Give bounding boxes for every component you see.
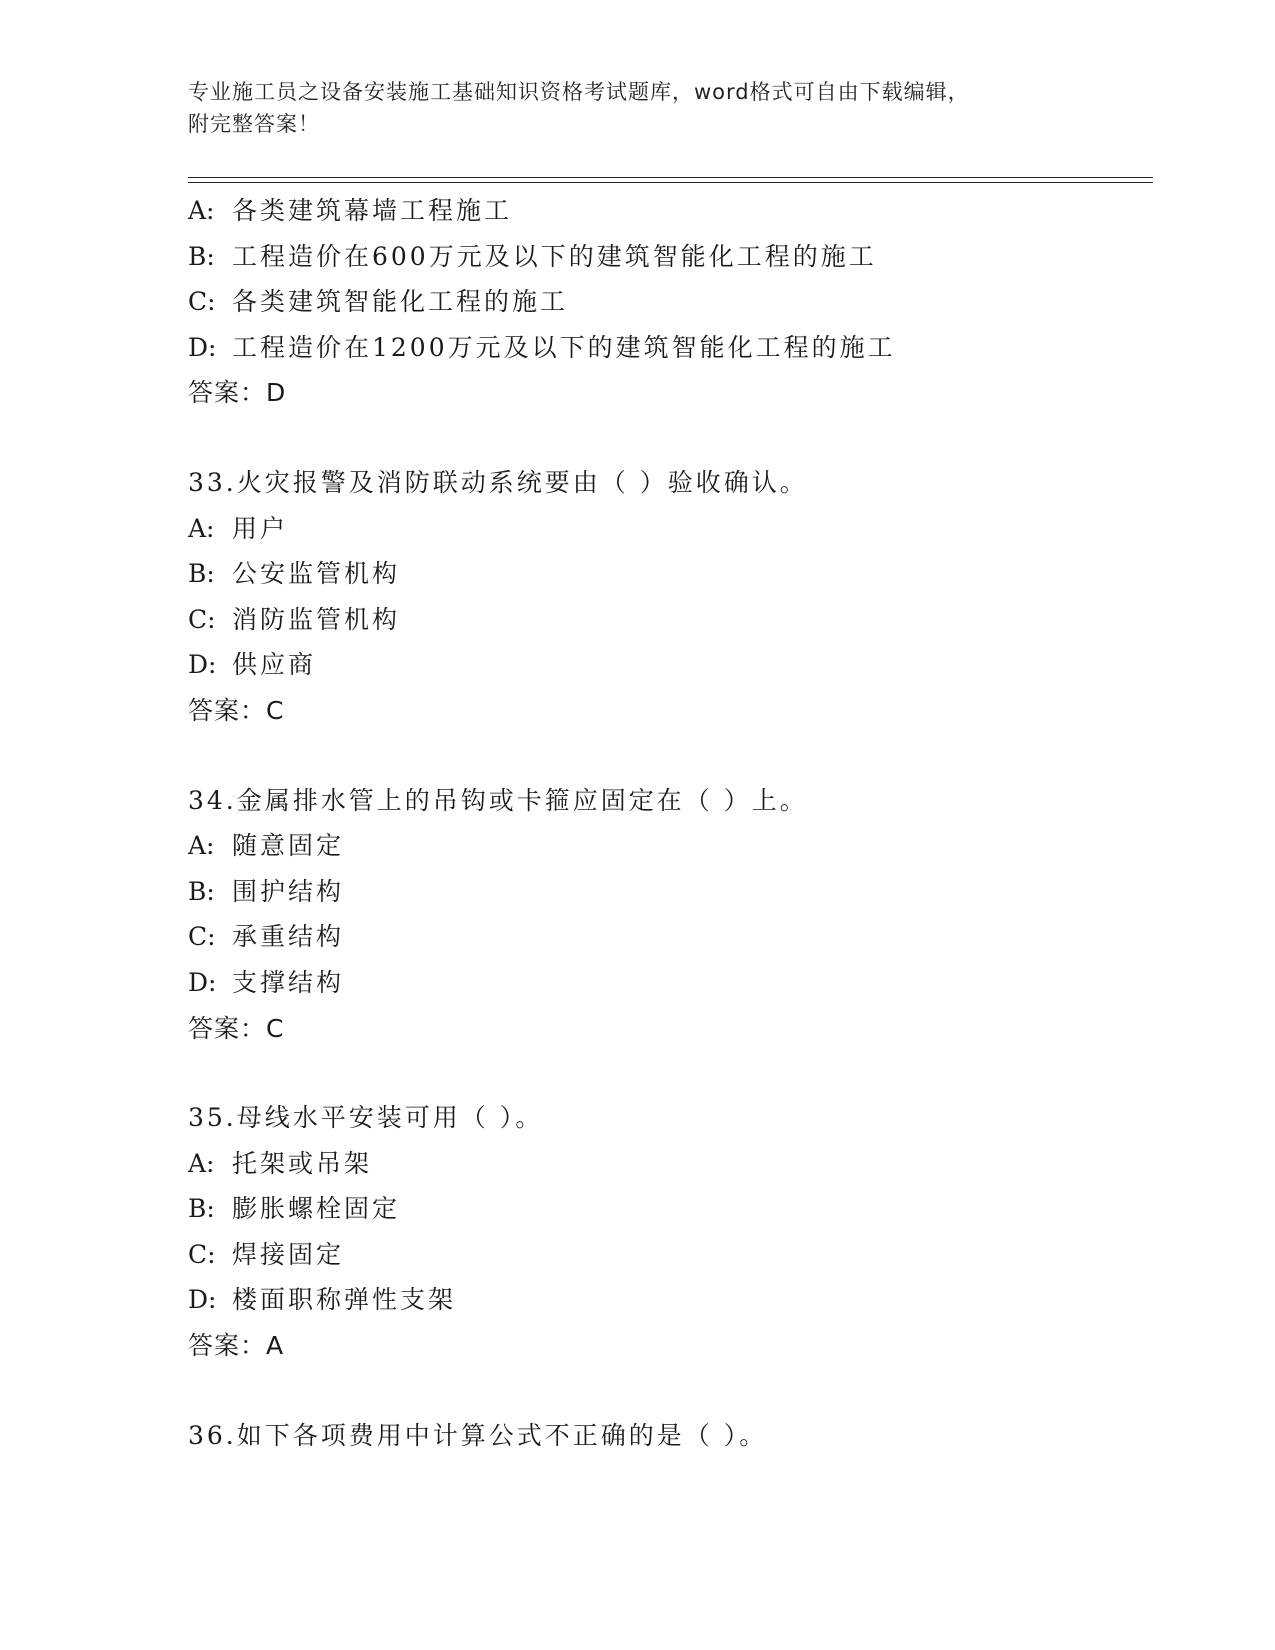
option-letter: D: (188, 650, 217, 680)
option-letter: C: (188, 604, 216, 634)
option-letter: D: (188, 1285, 217, 1315)
header-line-1: 专业施工员之设备安装施工基础知识资格考试题库，word格式可自由下载编辑， (188, 80, 970, 104)
header-line-2: 附完整答案！ (188, 112, 320, 136)
option-a (188, 823, 1148, 869)
question-list (188, 188, 1148, 1458)
option-d (188, 1277, 1148, 1323)
option-letter: A: (188, 1148, 215, 1178)
option-text: 承重结构 (232, 922, 345, 952)
option-text: 供应商 (232, 650, 317, 680)
option-letter: B: (188, 241, 215, 271)
option-text: 各类建筑智能化工程的施工 (232, 287, 569, 317)
option-a (188, 1141, 1148, 1187)
question-block-34 (188, 778, 1148, 1052)
question-block-36 (188, 1413, 1148, 1459)
option-c (188, 597, 1148, 643)
option-text: 焊接固定 (232, 1239, 345, 1269)
option-text: 工程造价在600万元及以下的建筑智能化工程的施工 (232, 241, 877, 271)
option-d (188, 642, 1148, 688)
option-text: 托架或吊架 (232, 1148, 373, 1178)
header-divider-top (188, 177, 1153, 178)
question-text: 33.火灾报警及消防联动系统要由（ ）验收确认。 (188, 467, 808, 497)
option-letter: D: (188, 332, 217, 362)
option-a (188, 188, 1148, 234)
document-header-note (188, 76, 1088, 140)
option-a (188, 506, 1148, 552)
answer-line: 答案：A (188, 1331, 285, 1361)
block-spacer (188, 1369, 1148, 1413)
option-b (188, 551, 1148, 597)
question-text: 35.母线水平安装可用（ ）。 (188, 1103, 544, 1133)
option-c (188, 914, 1148, 960)
option-text: 膨胀螺栓固定 (232, 1194, 401, 1224)
question-block-35 (188, 1095, 1148, 1369)
option-letter: C: (188, 287, 216, 317)
option-letter: D: (188, 967, 217, 997)
option-d (188, 325, 1148, 371)
option-letter: C: (188, 1239, 216, 1269)
option-b (188, 869, 1148, 915)
answer-line: 答案：C (188, 695, 285, 725)
block-spacer (188, 416, 1148, 460)
option-text: 楼面职称弹性支架 (232, 1285, 457, 1315)
question-block-33 (188, 460, 1148, 734)
option-text: 围护结构 (232, 876, 345, 906)
option-text: 用户 (232, 513, 289, 543)
option-letter: A: (188, 513, 215, 543)
option-letter: B: (188, 876, 215, 906)
block-spacer (188, 734, 1148, 778)
header-divider-bottom (188, 182, 1153, 183)
option-text: 工程造价在1200万元及以下的建筑智能化工程的施工 (232, 332, 896, 362)
block-spacer (188, 1051, 1148, 1095)
option-letter: B: (188, 559, 215, 589)
option-text: 消防监管机构 (232, 604, 401, 634)
option-b (188, 1186, 1148, 1232)
option-text: 支撑结构 (232, 967, 345, 997)
answer-line: 答案：C (188, 1013, 285, 1043)
option-letter: A: (188, 196, 215, 225)
question-block-32 (188, 188, 1148, 416)
answer-line: 答案：D (188, 378, 287, 408)
option-text: 各类建筑幕墙工程施工 (232, 196, 513, 225)
option-b (188, 234, 1148, 280)
option-letter: A: (188, 831, 215, 861)
option-text: 公安监管机构 (232, 559, 401, 589)
option-c (188, 279, 1148, 325)
option-d (188, 960, 1148, 1006)
option-text: 随意固定 (232, 831, 345, 861)
option-c (188, 1232, 1148, 1278)
question-text: 36.如下各项费用中计算公式不正确的是（ ）。 (188, 1420, 768, 1450)
option-letter: B: (188, 1194, 215, 1224)
question-text: 34.金属排水管上的吊钩或卡箍应固定在（ ）上。 (188, 785, 808, 815)
option-letter: C: (188, 922, 216, 952)
